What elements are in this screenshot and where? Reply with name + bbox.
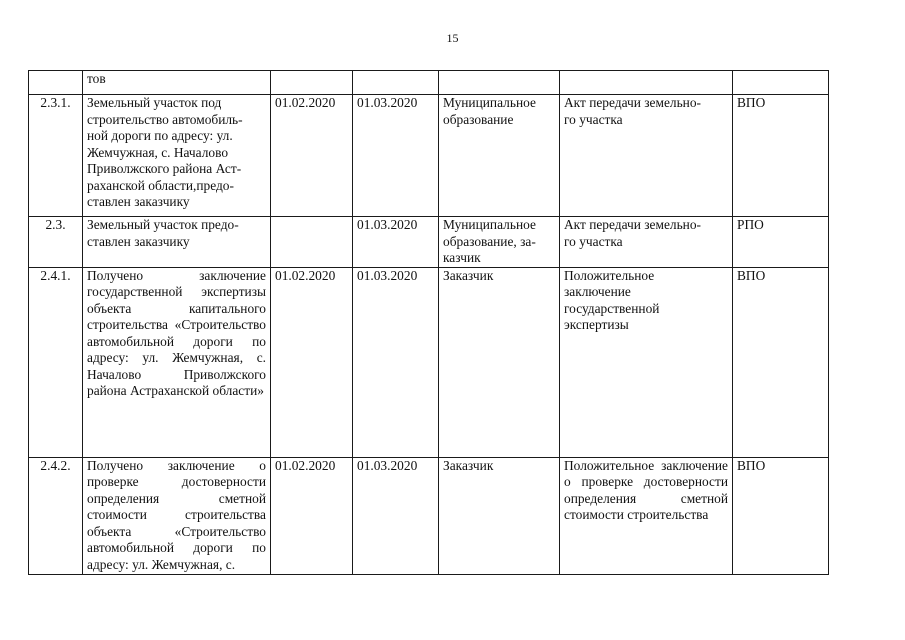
confirming-document-cell bbox=[560, 71, 733, 95]
table-row bbox=[29, 95, 829, 217]
start-date: 01.02.2020 bbox=[275, 95, 336, 110]
end-date: 01.03.2020 bbox=[357, 217, 418, 232]
task-description: Получено заключение государственной экспертизы объекта капитального строительства «Строительство автомобильной дороги по адресу: ул. Жемчужная, с. Началово Приволжского района Астраханской области» bbox=[87, 267, 266, 398]
confirming-document-cell bbox=[560, 267, 733, 457]
end-date-cell bbox=[353, 95, 439, 217]
responsible-party: Заказчик bbox=[443, 457, 494, 473]
start-date-cell bbox=[271, 457, 353, 574]
end-date-cell bbox=[353, 71, 439, 95]
table-row bbox=[29, 217, 829, 268]
end-date-cell bbox=[353, 267, 439, 457]
control-level: ВПО bbox=[737, 95, 766, 110]
confirming-document: Положительное заключение государственной экспертизы bbox=[564, 267, 660, 332]
table-row bbox=[29, 267, 829, 457]
confirming-document-cell bbox=[560, 217, 733, 268]
row-number: 2.3. bbox=[45, 217, 66, 232]
start-date-cell bbox=[271, 267, 353, 457]
schedule-table bbox=[28, 70, 829, 575]
table-row bbox=[29, 457, 829, 574]
task-description: тов bbox=[87, 71, 106, 86]
page-number: 15 bbox=[446, 31, 459, 45]
row-number: 2.4.1. bbox=[40, 267, 71, 283]
confirming-document: Акт передачи земельно- го участка bbox=[564, 217, 701, 249]
task-description-cell bbox=[83, 71, 271, 95]
start-date-cell bbox=[271, 71, 353, 95]
row-number-cell bbox=[29, 457, 83, 574]
end-date: 01.03.2020 bbox=[357, 95, 418, 110]
responsible-party-cell bbox=[439, 95, 560, 217]
table-row bbox=[29, 71, 829, 95]
confirming-document: Акт передачи земельно- го участка bbox=[564, 95, 701, 127]
control-level-cell bbox=[733, 217, 829, 268]
task-description: Получено заключение о проверке достоверности определения сметной стоимости строительства объекта «Строительство автомобильной дороги по адресу: ул. Жемчужная, с. bbox=[87, 457, 266, 572]
task-description-cell bbox=[83, 457, 271, 574]
start-date-cell bbox=[271, 95, 353, 217]
row-number: 2.3.1. bbox=[40, 95, 71, 110]
end-date: 01.03.2020 bbox=[357, 457, 418, 473]
task-description-cell bbox=[83, 267, 271, 457]
end-date-cell bbox=[353, 457, 439, 574]
control-level-cell bbox=[733, 267, 829, 457]
row-number-cell bbox=[29, 95, 83, 217]
row-number-cell bbox=[29, 71, 83, 95]
task-description: Земельный участок под строительство автомобиль- ной дороги по адресу: ул. Жемчужная, с. Началово Приволжского района Аст- раханской области,предо- ставлен заказчику bbox=[87, 95, 243, 209]
control-level: ВПО bbox=[737, 457, 766, 473]
control-level-cell bbox=[733, 95, 829, 217]
confirming-document-cell bbox=[560, 457, 733, 574]
start-date: 01.02.2020 bbox=[275, 457, 336, 473]
end-date: 01.03.2020 bbox=[357, 267, 418, 283]
control-level: РПО bbox=[737, 217, 764, 232]
task-description-cell bbox=[83, 217, 271, 268]
responsible-party: Заказчик bbox=[443, 267, 494, 283]
row-number: 2.4.2. bbox=[40, 457, 71, 473]
confirming-document-cell bbox=[560, 95, 733, 217]
control-level-cell bbox=[733, 457, 829, 574]
responsible-party-cell bbox=[439, 217, 560, 268]
responsible-party-cell bbox=[439, 267, 560, 457]
confirming-document: Положительное заключение о проверке достоверности определения сметной стоимости строительства bbox=[564, 457, 728, 522]
responsible-party-cell bbox=[439, 457, 560, 574]
responsible-party: Муниципальное образование bbox=[443, 95, 536, 127]
control-level: ВПО bbox=[737, 267, 766, 283]
end-date-cell bbox=[353, 217, 439, 268]
task-description-cell bbox=[83, 95, 271, 217]
row-number-cell bbox=[29, 267, 83, 457]
start-date: 01.02.2020 bbox=[275, 267, 336, 283]
responsible-party-cell bbox=[439, 71, 560, 95]
task-description: Земельный участок предо- ставлен заказчику bbox=[87, 217, 239, 249]
responsible-party: Муниципальное образование, за- казчик bbox=[443, 217, 536, 265]
row-number-cell bbox=[29, 217, 83, 268]
start-date-cell bbox=[271, 217, 353, 268]
control-level-cell bbox=[733, 71, 829, 95]
